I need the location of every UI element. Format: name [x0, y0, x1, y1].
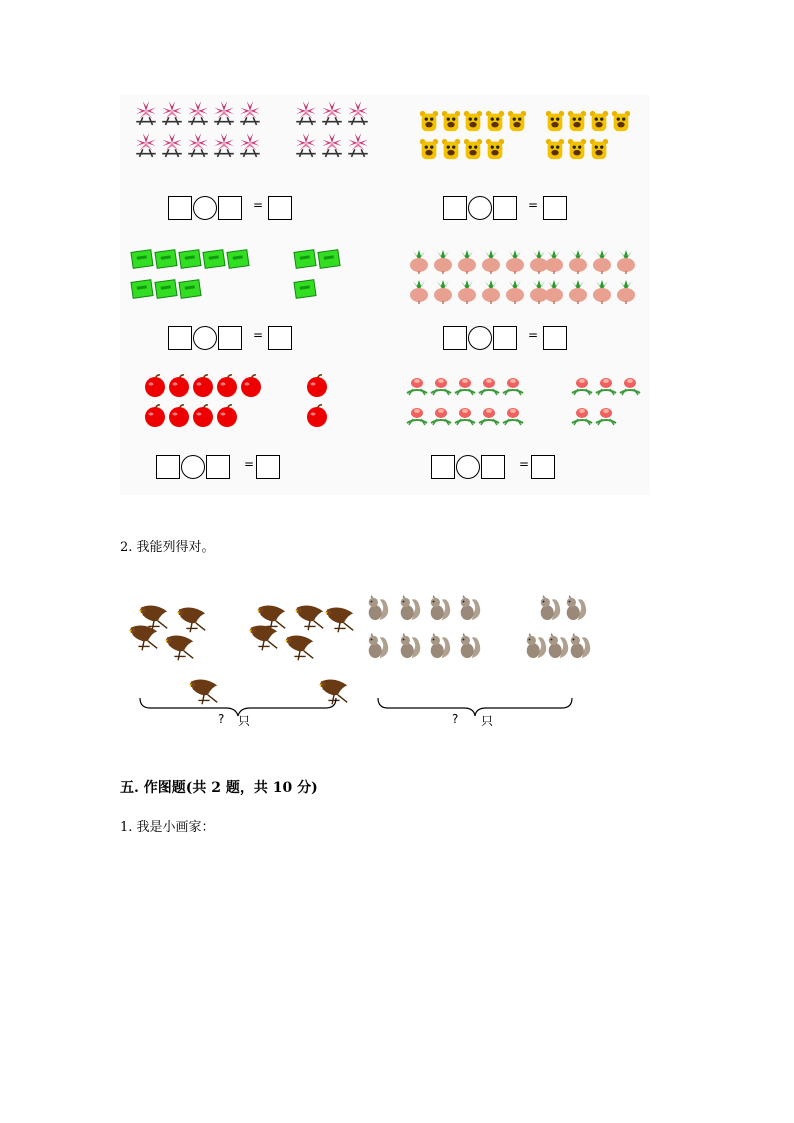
flower-icon — [214, 133, 234, 157]
book-icon — [318, 250, 340, 269]
flower-icon — [322, 101, 342, 125]
radish-icon — [569, 250, 587, 274]
section-5-title: 五. 作图题(共 2 题，共 10 分) — [120, 780, 318, 796]
bear-icon — [464, 139, 482, 159]
flower-icon — [214, 101, 234, 125]
book-icon — [179, 280, 201, 299]
blossom-icon — [407, 408, 427, 425]
bear-icon — [568, 111, 586, 131]
bear-icon — [442, 111, 460, 131]
blossom-icon — [596, 408, 616, 425]
equation-row3-left — [156, 455, 296, 479]
squirrel-unit: 只 — [481, 714, 494, 728]
book-icon — [131, 250, 153, 269]
bear-icon — [420, 139, 438, 159]
bear-icon — [546, 111, 564, 131]
answer-box[interactable] — [218, 326, 242, 350]
book-icon — [155, 250, 177, 269]
book-icon — [155, 280, 177, 299]
radish-icon — [617, 250, 635, 274]
blossom-icon — [503, 408, 523, 425]
radish-icon — [545, 250, 563, 274]
bear-icon — [508, 111, 526, 131]
answer-box[interactable] — [218, 196, 242, 220]
blossom-icon — [431, 378, 451, 395]
apple-icon — [145, 375, 165, 397]
answer-box[interactable] — [168, 326, 192, 350]
answer-box[interactable] — [493, 326, 517, 350]
flower-icon — [162, 101, 182, 125]
bear-icon — [568, 139, 586, 159]
flower-icon — [322, 133, 342, 157]
operator-circle[interactable] — [456, 455, 480, 479]
blossom-icon — [572, 378, 592, 395]
flower-icon — [348, 101, 368, 125]
apple-icon — [169, 375, 189, 397]
radish-icon — [617, 280, 635, 304]
blossom-icon — [479, 408, 499, 425]
blossom-icon — [503, 378, 523, 395]
flower-icon — [240, 133, 260, 157]
flower-group-left — [133, 100, 273, 164]
question-5-1-label: 1. 我是小画家： — [120, 820, 215, 835]
operator-circle[interactable] — [181, 455, 205, 479]
apple-icon — [307, 405, 327, 427]
answer-box[interactable] — [481, 455, 505, 479]
bear-icon — [546, 139, 564, 159]
apple-icon — [145, 405, 165, 427]
bear-icon — [590, 139, 608, 159]
apple-icon — [241, 375, 261, 397]
apple-icon — [193, 405, 213, 427]
equals-sign: = — [244, 457, 255, 471]
apple-icon — [193, 375, 213, 397]
equation-row1-left — [168, 196, 308, 220]
operator-circle[interactable] — [193, 196, 217, 220]
blossom-icon — [455, 378, 475, 395]
flower-icon — [240, 101, 260, 125]
blossom-group-left — [405, 373, 535, 427]
eagle-question-mark: ? — [218, 712, 225, 726]
flower-icon — [162, 133, 182, 157]
answer-box[interactable] — [493, 196, 517, 220]
equals-sign: = — [253, 328, 264, 342]
bear-icon — [442, 139, 460, 159]
result-box[interactable] — [531, 455, 555, 479]
apple-group-right — [305, 373, 335, 427]
operator-circle[interactable] — [193, 326, 217, 350]
book-icon — [294, 280, 316, 299]
book-icon — [294, 250, 316, 269]
squirrel-question-mark: ? — [452, 712, 459, 726]
radish-icon — [434, 250, 452, 274]
equals-sign: = — [519, 457, 530, 471]
bear-icon — [464, 111, 482, 131]
book-group-left — [130, 247, 260, 303]
answer-box[interactable] — [443, 196, 467, 220]
book-group-right — [293, 247, 353, 303]
radish-icon — [545, 280, 563, 304]
bear-group-left — [418, 110, 538, 170]
answer-box[interactable] — [156, 455, 180, 479]
blossom-icon — [620, 378, 640, 395]
blossom-icon — [596, 378, 616, 395]
flower-group-right — [293, 100, 383, 164]
apple-group-left — [143, 373, 273, 427]
flower-icon — [188, 133, 208, 157]
apple-icon — [169, 405, 189, 427]
result-box[interactable] — [268, 196, 292, 220]
bear-icon — [486, 111, 504, 131]
flower-icon — [136, 101, 156, 125]
book-icon — [203, 250, 225, 269]
radish-group-right — [542, 250, 642, 306]
bear-icon — [486, 139, 504, 159]
radish-icon — [506, 250, 524, 274]
answer-box[interactable] — [206, 455, 230, 479]
radish-icon — [593, 280, 611, 304]
squirrels-illustration — [365, 594, 595, 664]
equation-row2-left — [168, 326, 308, 350]
blossom-icon — [407, 378, 427, 395]
flower-icon — [348, 133, 368, 157]
operator-circle[interactable] — [468, 196, 492, 220]
apple-icon — [307, 375, 327, 397]
question-2-label: 2. 我能列得对。 — [120, 540, 215, 555]
blossom-group-right — [570, 373, 650, 427]
flower-icon — [296, 101, 316, 125]
flower-icon — [136, 133, 156, 157]
book-icon — [227, 250, 249, 269]
answer-box[interactable] — [431, 455, 455, 479]
blossom-icon — [572, 408, 592, 425]
blossom-icon — [431, 408, 451, 425]
radish-icon — [482, 280, 500, 304]
radish-icon — [506, 280, 524, 304]
equation-row3-right — [431, 455, 571, 479]
book-icon — [131, 280, 153, 299]
blossom-icon — [479, 378, 499, 395]
bear-icon — [612, 111, 630, 131]
bear-icon — [420, 111, 438, 131]
eagle-unit: 只 — [238, 714, 251, 728]
result-box[interactable] — [256, 455, 280, 479]
radish-icon — [593, 250, 611, 274]
equals-sign: = — [253, 198, 264, 212]
result-box[interactable] — [543, 326, 567, 350]
radish-icon — [410, 250, 428, 274]
blossom-icon — [455, 408, 475, 425]
equation-row2-right — [443, 326, 583, 350]
flower-icon — [188, 101, 208, 125]
equation-row1-right — [443, 196, 583, 220]
result-box[interactable] — [268, 326, 292, 350]
radish-icon — [569, 280, 587, 304]
radish-group-left — [407, 250, 557, 306]
radish-icon — [434, 280, 452, 304]
radish-icon — [458, 250, 476, 274]
apple-icon — [217, 405, 237, 427]
book-icon — [179, 250, 201, 269]
bear-icon — [590, 111, 608, 131]
equals-sign: = — [528, 198, 539, 212]
operator-circle[interactable] — [468, 326, 492, 350]
radish-icon — [482, 250, 500, 274]
brace-right — [376, 696, 574, 720]
answer-box[interactable] — [168, 196, 192, 220]
apple-icon — [217, 375, 237, 397]
result-box[interactable] — [543, 196, 567, 220]
flower-icon — [296, 133, 316, 157]
radish-icon — [410, 280, 428, 304]
answer-box[interactable] — [443, 326, 467, 350]
bear-group-right — [544, 110, 644, 170]
radish-icon — [458, 280, 476, 304]
equals-sign: = — [528, 328, 539, 342]
